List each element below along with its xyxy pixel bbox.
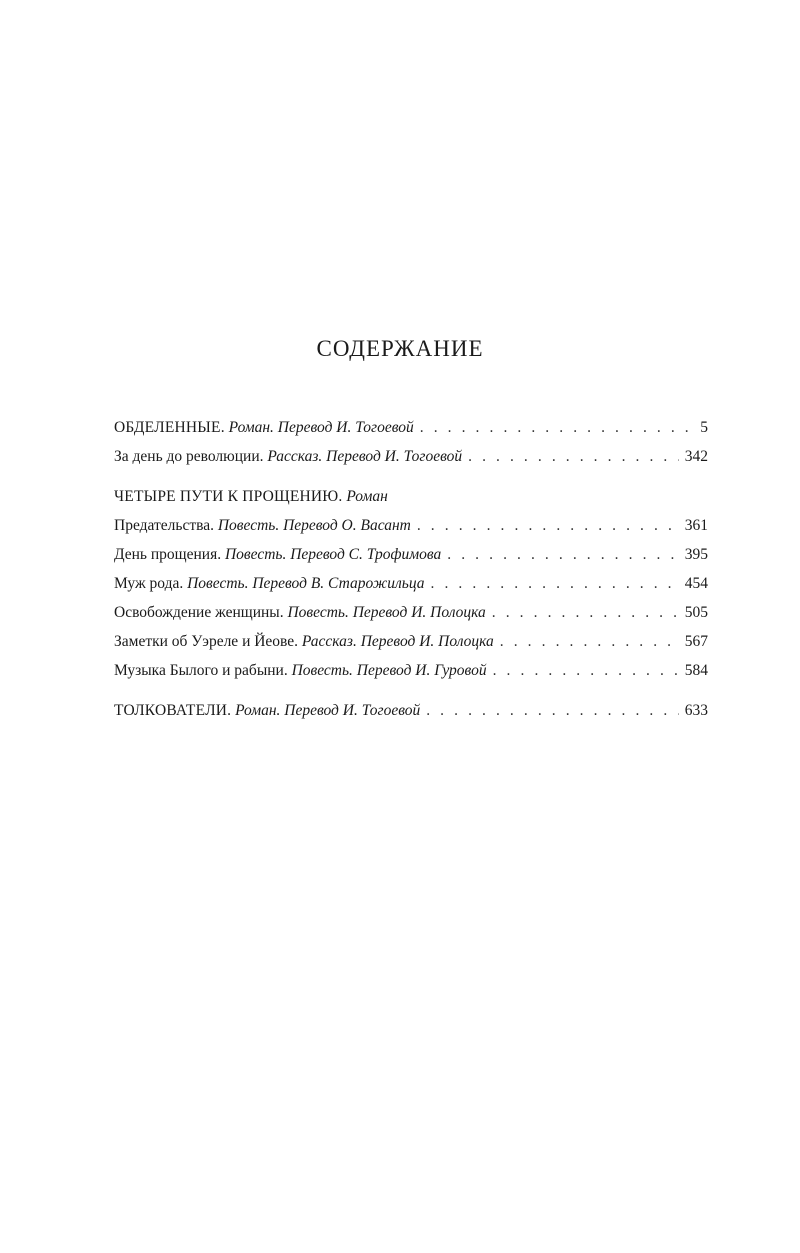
dot-leader (420, 413, 690, 442)
entry-description: Повесть. Перевод О. Васант (217, 517, 411, 534)
toc-section-heading[interactable] (114, 482, 708, 511)
entry-description: Повесть. Перевод И. Гуровой (291, 662, 487, 679)
table-of-contents (114, 413, 708, 725)
entry-title: За день до революции. (114, 448, 264, 465)
entry-description: Роман. Перевод И. Тогоевой (228, 419, 414, 436)
entry-description: Повесть. Перевод С. Трофимова (224, 546, 442, 563)
toc-entry[interactable] (114, 627, 708, 656)
toc-entry[interactable] (114, 413, 708, 442)
toc-entry[interactable] (114, 696, 708, 725)
entry-description: Роман (346, 488, 388, 505)
entry-title: День прощения. (114, 546, 222, 563)
toc-entry[interactable] (114, 511, 708, 540)
entry-title: Музыка Былого и рабыни. (114, 662, 288, 679)
page-number: 567 (684, 633, 708, 650)
entry-title: ТОЛКОВАТЕЛИ. (114, 702, 232, 719)
page-number: 584 (684, 662, 708, 679)
entry-description: Повесть. Перевод В. Старожильца (187, 575, 425, 592)
entry-description: Рассказ. Перевод И. Тогоевой (267, 448, 463, 465)
page-number: 633 (684, 702, 708, 719)
entry-title: Освобождение женщины. (114, 604, 284, 621)
entry-title: Муж рода. (114, 575, 184, 592)
page-number: 505 (684, 604, 708, 621)
page-number: 454 (684, 575, 708, 592)
entry-title: Предательства. (114, 517, 214, 534)
entry-title: Заметки об Уэреле и Йеове. (114, 633, 299, 650)
dot-leader (417, 511, 679, 540)
dot-leader (447, 540, 678, 569)
dot-leader (468, 442, 679, 471)
toc-entry[interactable] (114, 540, 708, 569)
toc-entry[interactable] (114, 569, 708, 598)
page-number: 342 (684, 448, 708, 465)
entry-description: Рассказ. Перевод И. Полоцка (301, 633, 494, 650)
dot-leader (431, 569, 679, 598)
page-number: 361 (684, 517, 708, 534)
toc-entry[interactable] (114, 656, 708, 685)
entry-description: Повесть. Перевод И. Полоцка (287, 604, 486, 621)
page-number: 395 (684, 546, 708, 563)
dot-leader (426, 696, 679, 725)
dot-leader (500, 627, 679, 656)
toc-entry[interactable] (114, 442, 708, 471)
dot-leader (492, 598, 679, 627)
entry-description: Роман. Перевод И. Тогоевой (235, 702, 421, 719)
entry-title: ЧЕТЫРЕ ПУТИ К ПРОЩЕНИЮ. (114, 488, 343, 505)
page-title: СОДЕРЖАНИЕ (316, 336, 484, 361)
page-number: 5 (700, 419, 708, 436)
entry-title: ОБДЕЛЕННЫЕ. (114, 419, 225, 436)
dot-leader (493, 656, 679, 685)
toc-entry[interactable] (114, 598, 708, 627)
